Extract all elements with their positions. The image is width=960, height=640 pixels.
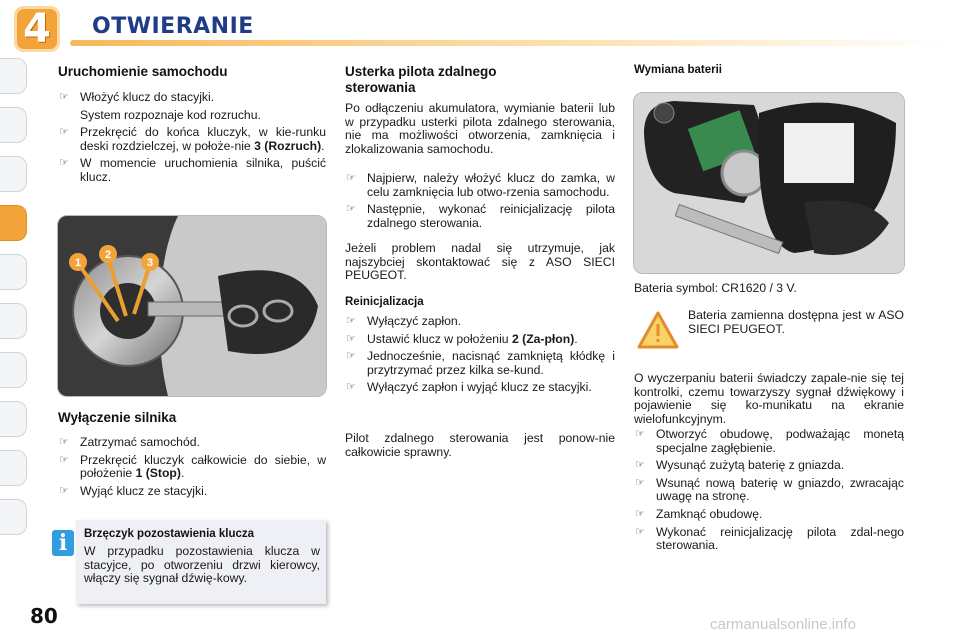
reinit-list	[345, 315, 615, 399]
page-title: OTWIERANIE	[92, 14, 254, 39]
reinit-closing: Pilot zdalnego sterowania jest ponow-nie całkowicie sprawny.	[345, 431, 615, 459]
list-item: ☞ Wyłączyć zapłon.	[346, 314, 462, 328]
chapter-tab[interactable]	[0, 499, 27, 535]
bullet-icon: ☞	[346, 381, 356, 394]
list-item: ☞ Przekręcić kluczyk całkowicie do siebie, w położenie 1 (Stop).	[59, 452, 326, 481]
chapter-tab[interactable]	[0, 352, 27, 388]
chapter-number: 4	[23, 6, 51, 52]
remote-fault-intro: Po odłączeniu akumulatora, wymianie baterii lub w przypadku usterki pilota zdalnego sterowania, nie ma możliwości otworzenia, zamknięcia i zlokalizowania samochodu.	[345, 101, 615, 156]
list-item: ☞ Wysunąć zużytą baterię z gniazda.	[635, 458, 845, 473]
position-label-1: 1	[74, 257, 82, 269]
warning-text: Bateria zamienna dostępna jest w ASO SIECI PEUGEOT.	[688, 308, 904, 336]
chapter-tab[interactable]	[0, 401, 27, 437]
list-item: ☞ Otworzyć obudowę, podważając monetą specjalne zagłębienie.	[635, 427, 904, 455]
list-item: ☞ Włożyć klucz do stacyjki.	[59, 90, 215, 104]
remote-fault-list	[345, 172, 615, 234]
list-item: ☞ Jednocześnie, nacisnąć zamkniętą kłódkę i przytrzymać przez kilka se-kund.	[346, 349, 615, 377]
page-number: 80	[30, 604, 58, 628]
bullet-icon: ☞	[346, 315, 356, 327]
bullet-icon: ☞	[59, 436, 69, 448]
note-text: System rozpoznaje kod rozruchu.	[80, 107, 261, 122]
bullet-icon: ☞	[635, 428, 645, 440]
bullet-icon: ☞	[59, 157, 69, 170]
ignition-illustration	[58, 216, 326, 396]
section-stop-list	[58, 436, 326, 502]
position-label-2: 2	[104, 249, 112, 261]
warning-triangle-icon	[636, 310, 680, 350]
bullet-icon: ☞	[346, 203, 356, 216]
position-label-3: 3	[146, 257, 154, 269]
section-title-reinit: Reinicjalizacja	[345, 296, 424, 308]
list-item: ☞ Wyjąć klucz ze stacyjki.	[59, 483, 208, 498]
battery-intro: O wyczerpaniu baterii świadczy zapale-nie się tej kontrolki, czemu towarzyszy sygnał dźwiękowy i pojawienie się ko-munikatu na ekranie wielofunkcyjnym.	[634, 371, 904, 426]
bullet-icon: ☞	[635, 525, 645, 538]
bullet-icon: ☞	[59, 453, 69, 466]
remote-fault-after: Jeżeli problem nadal się utrzymuje, jak najszybciej skontaktować się z ASO SIECI PEUGEOT.	[345, 241, 615, 283]
bullet-icon: ☞	[635, 459, 645, 472]
list-item: ☞ Wyłączyć zapłon i wyjąć klucz ze stacyjki.	[346, 380, 592, 395]
section-title-start: Uruchomienie samochodu	[58, 64, 228, 79]
list-item: ☞ Wsunąć nową baterię w gniazdo, zwracając uwagę na stronę.	[635, 475, 904, 504]
section-start-list	[58, 91, 326, 189]
bullet-icon: ☞	[59, 126, 69, 139]
chapter-tabs	[0, 58, 30, 548]
list-item: ☞ Najpierw, należy włożyć klucz do zamka, w celu zamknięcia lub otwo-rzenia samochodu.	[346, 171, 615, 199]
bullet-icon: ☞	[59, 91, 69, 103]
chapter-tab[interactable]	[0, 156, 27, 192]
list-item: ☞ Następnie, wykonać reinicjalizację pilota zdalnego sterowania.	[346, 202, 615, 230]
battery-symbol: Bateria symbol: CR1620 / 3 V.	[634, 281, 797, 295]
info-title: Brzęczyk pozostawienia klucza	[84, 528, 255, 540]
list-item: ☞ Zamknąć obudowę.	[635, 506, 763, 521]
list-item: ☞ Wykonać reinicjalizację pilota zdal-nego sterowania.	[635, 524, 904, 553]
chapter-tab[interactable]	[0, 450, 27, 486]
battery-illustration	[634, 93, 904, 273]
section-title-battery: Wymiana baterii	[634, 64, 722, 76]
list-item: ☞ W momencie uruchomienia silnika, puścić klucz.	[59, 156, 326, 184]
ignition-photo	[57, 215, 327, 397]
chapter-tab-active[interactable]	[0, 205, 27, 241]
bullet-icon: ☞	[59, 484, 69, 497]
info-icon: i	[52, 530, 74, 556]
chapter-tab[interactable]	[0, 254, 27, 290]
chapter-tab[interactable]	[0, 107, 27, 143]
bullet-icon: ☞	[346, 172, 356, 184]
list-item: ☞ Zatrzymać samochód.	[59, 435, 200, 449]
list-item: ☞ Ustawić klucz w położeniu 2 (Za-płon).	[346, 331, 578, 346]
chapter-tab[interactable]	[0, 303, 27, 339]
list-item: ☞ Przekręcić do końca kluczyk, w kie-runku deski rozdzielczej, w położe-nie 3 (Rozruch).	[59, 125, 326, 153]
bullet-icon: ☞	[346, 332, 356, 345]
battery-list	[634, 428, 904, 557]
section-title-stop: Wyłączenie silnika	[58, 410, 177, 425]
battery-photo	[633, 92, 905, 274]
header-bar	[70, 40, 950, 46]
info-text: W przypadku pozostawienia klucza w stacyjce, po otworzeniu drzwi kierowcy, włączy się sygnał dźwię-kowy.	[84, 544, 320, 586]
bullet-icon: ☞	[346, 350, 356, 363]
section-title-remote-fault: Usterka pilota zdalnego sterowania	[345, 64, 497, 95]
bullet-icon: ☞	[635, 507, 645, 520]
chapter-tab[interactable]	[0, 58, 27, 94]
bullet-icon: ☞	[635, 476, 645, 489]
watermark: carmanualsonline.info	[710, 616, 856, 633]
